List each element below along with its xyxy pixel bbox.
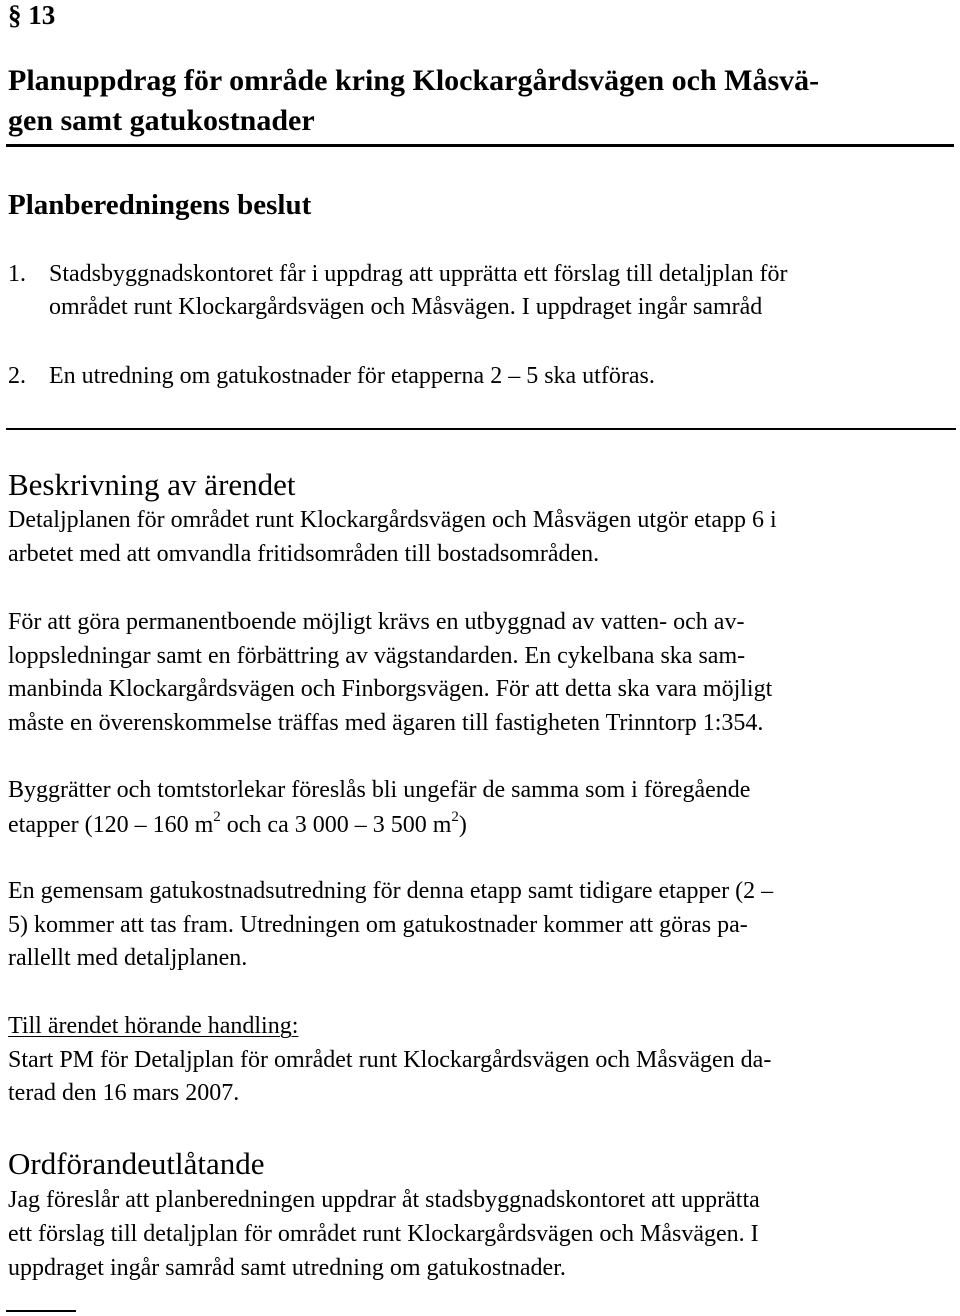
attachment-line-2: terad den 16 mars 2007. [8,1080,240,1106]
footer-rule [6,1310,76,1312]
description-p2-line-1: För att göra permanentboende möjligt krävs en utbyggnad av vatten- och av- [8,609,745,635]
attachment-heading: Till ärendet hörande handling: [8,1013,299,1039]
section-divider [6,428,956,430]
p3-text-b: och ca 3 000 – 3 500 m [220,812,452,838]
section-number: § 13 [8,0,56,30]
description-p2-line-2: loppsledningar samt en förbättring av vägstandarden. En cykelbana ska sam- [8,643,746,669]
decision-item-1-line-2: området runt Klockargårdsvägen och Måsvägen. I uppdraget ingår samråd [49,294,763,320]
chair-proposal-line-1: Jag föreslår att planberedningen uppdrar åt stadsbyggnadskontoret att upprätta [8,1187,760,1213]
decision-heading: Planberedningens beslut [8,189,312,221]
chair-proposal-line-2: ett förslag till detaljplan för området runt Klockargårdsvägen och Måsvägen. I [8,1221,759,1247]
chair-proposal-line-3: uppdraget ingår samråd samt utredning om gatukostnader. [8,1255,566,1281]
description-p3-line-1: Byggrätter och tomtstorlekar föreslås bli ungefär de samma som i föregående [8,777,751,803]
description-heading: Beskrivning av ärendet [8,467,296,502]
page-title-line-2: gen samt gatukostnader [8,104,315,137]
p3-text-a: etapper (120 – 160 m [8,812,214,838]
superscript-2: 2 [213,809,221,825]
description-p2-line-4: måste en överenskommelse träffas med ägaren till fastigheten Trinntorp 1:354. [8,710,764,736]
description-p4-line-1: En gemensam gatukostnadsutredning för denna etapp samt tidigare etapper (2 – [8,878,774,904]
description-p4-line-3: rallellt med detaljplanen. [8,945,248,971]
description-p1-line-2: arbetet med att omvandla fritidsområden till bostadsområden. [8,541,600,567]
superscript-2: 2 [451,809,459,825]
decision-item-2-text: En utredning om gatukostnader för etapperna 2 – 5 ska utföras. [49,363,655,389]
chair-proposal-heading: Ordförandeutlåtande [8,1146,265,1181]
description-p3-line-2 [8,810,467,840]
description-p2-line-3: manbinda Klockargårdsvägen och Finborgsvägen. För att detta ska vara möjligt [8,676,773,702]
p3-text-c: ) [458,812,467,838]
title-divider [6,144,954,147]
decision-item-2-number: 2. [8,363,26,389]
attachment-line-1: Start PM för Detaljplan för området runt Klockargårdsvägen och Måsvägen da- [8,1047,772,1073]
description-p1-line-1: Detaljplanen för området runt Klockargårdsvägen och Måsvägen utgör etapp 6 i [8,507,777,533]
decision-item-1-line-1: Stadsbyggnadskontoret får i uppdrag att upprätta ett förslag till detaljplan för [49,261,788,287]
decision-item-1-number: 1. [8,261,26,287]
page-title-line-1: Planuppdrag för område kring Klockargårdsvägen och Måsvä- [8,64,820,97]
description-p4-line-2: 5) kommer att tas fram. Utredningen om gatukostnader kommer att göras pa- [8,912,748,938]
